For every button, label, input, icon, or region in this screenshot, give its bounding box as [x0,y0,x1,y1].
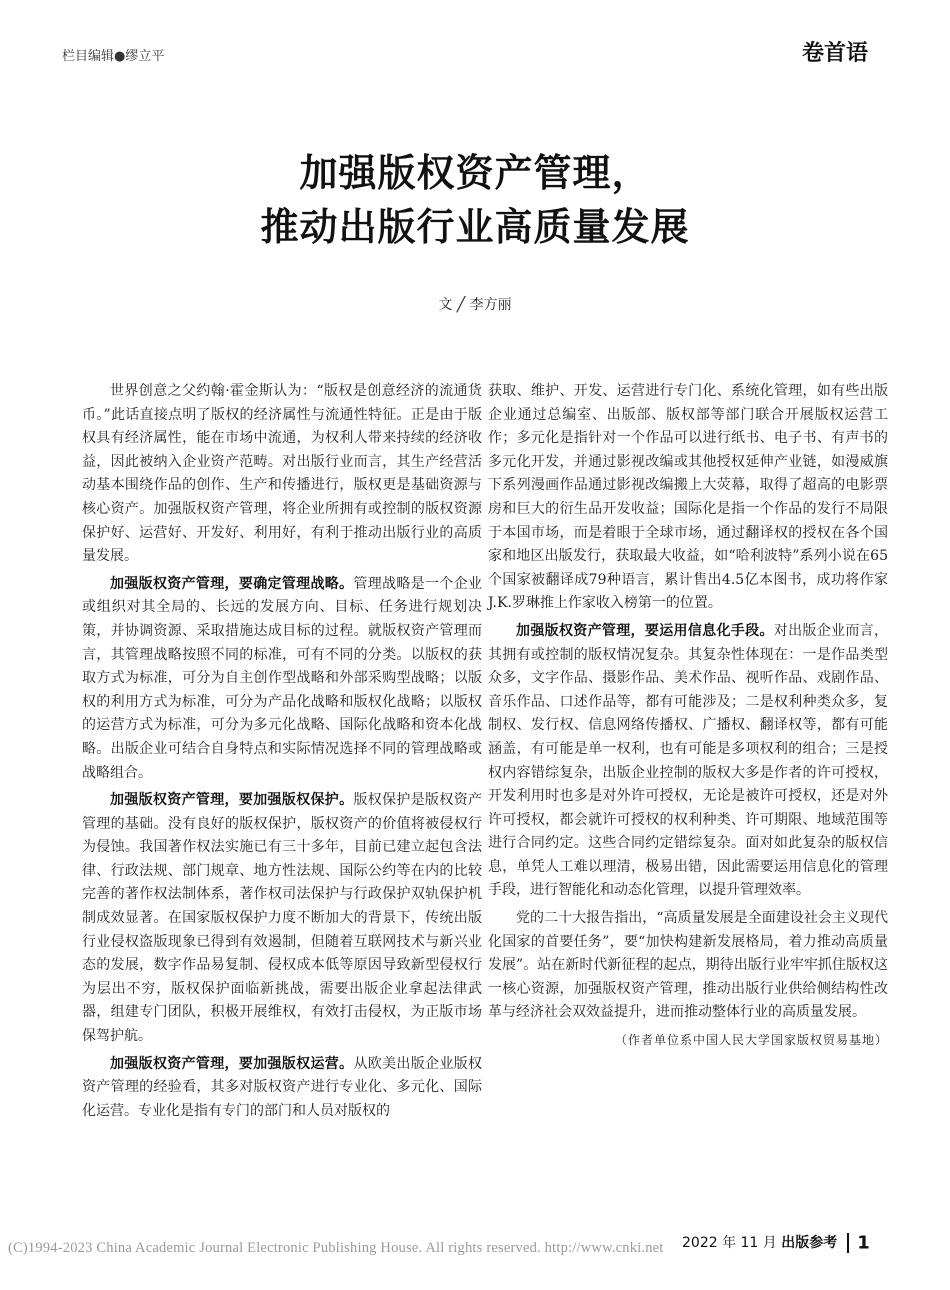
paragraph-protection-text: 版权保护是版权资产管理的基础。没有良好的版权保护，版权资产的价值将被侵权行为侵蚀。我国著作权法实施已有三十多年，目前已建立起包含法律、行政法规、部门规章、地方性法规、国际公约等在内的比较完善的著作权法制体系，著作权司法保护与行政保护双轨保护机制成效显著。在国家版权保护力度不断加大的背景下，传统出版行业侵权盗版现象已得到有效遏制，但随着互联网技术与新兴业态的发展，数字作品易复制、侵权成本低等原因导致新型侵权行为层出不穷，版权保护面临新挑战，需要出版企业拿起法律武器，组建专门团队，积极开展维权，有效打击侵权，为正版市场保驾护航。 [82,792,483,1045]
paragraph-operation [82,1053,482,1124]
column-editor: 栏目编辑●缪立平 [62,49,165,64]
paragraph-strategy [82,573,482,785]
section-lead-operation: 加强版权资产管理，要加强版权运营。 [110,1055,354,1072]
issue-date: 2022 年 11 月 [682,1235,777,1251]
byline: 文 ╱ 李方丽 [438,297,512,313]
author-affiliation: （作者单位系中国人民大学国家版权贸易基地） [614,1033,888,1048]
column-name: 卷首语 [801,41,868,66]
paragraph-informatization-text: 对出版企业而言，其拥有或控制的版权情况复杂。其复杂性体现在：一是作品类型众多，文字作品、摄影作品、美术作品、视听作品、戏剧作品、音乐作品、口述作品等，都有可能涉及；二是权利种类众多，复制权、发行权、信息网络传播权、广播权、翻译权等，都有可能涵盖，有可能是单一权利，也有可能是多项权利的组合；三是授权内容错综复杂，出版企业控制的版权大多是作者的许可授权，开发利用时也多是对外许可授权，无论是被许可授权，还是对外许可授权，都会就许可授权的权利种类、许可期限、地域范围等进行合同约定。这些合同约定错综复杂。面对如此复杂的版权信息，单凭人工难以理清，极易出错，因此需要运用信息化的管理手段，进行智能化和动态化管理，以提升管理效率。 [488,622,889,899]
title-line-2: 推动出版行业高质量发展 [260,205,690,249]
copyright-notice: (C)1994-2023 China Academic Journal Electronic Publishing House. All rights reserved. http://www.cnki.net [8,1240,664,1256]
section-lead-strategy: 加强版权资产管理，要确定管理战略。 [110,575,354,592]
article-title [0,146,950,254]
paragraph-strategy-text: 管理战略是一个企业或组织对其全局的、长远的发展方向、目标、任务进行规划决策，并协调资源、采取措施达成目标的过程。就版权资产管理而言，其管理战略按照不同的标准，可有不同的分类。以版权的获取方式为标准，可分为自主创作型战略和外部采购型战略；以版权的利用方式为标准，可分为产品化战略和版权化战略；以版权的运营方式为标准，可分为多元化战略、国际化战略和资本化战略。出版企业可结合自身特点和实际情况选择不同的管理战略或战略组合。 [82,575,483,781]
paragraph-operation-continued: 获取、维护、开发、运营进行专门化、系统化管理，如有些出版企业通过总编室、出版部、版权部等部门联合开展版权运营工作；多元化是指针对一个作品可以进行纸书、电子书、有声书的多元化开发，并通过影视改编或其他授权延伸产业链，如漫威旗下系列漫画作品通过影视改编搬上大荧幕，取得了超高的电影票房和巨大的衍生品开发收益；国际化是指一个作品的发行不局限于本国市场，而是着眼于全球市场，通过翻译权的授权在各个国家和地区出版发行，获取最大收益，如“哈利波特”系列小说在65个国家被翻译成79种语言，累计售出4.5亿本图书，成功将作家J.K.罗琳推上作家收入榜第一的位置。 [488,383,888,612]
footer-divider [847,1233,849,1253]
section-lead-protection: 加强版权资产管理，要加强版权保护。 [110,792,354,809]
section-lead-informatization: 加强版权资产管理，要运用信息化手段。 [516,622,774,639]
paragraph-protection [82,789,482,1049]
page-footer [682,1232,870,1254]
paragraph-operation-text: 从欧美出版企业版权资产管理的经验看，其多对版权资产进行专业化、多元化、国际化运营。专业化是指有专门的部门和人员对版权的 [82,1055,483,1119]
paragraph-informatization [488,620,888,903]
paragraph-conclusion: 党的二十大报告指出，“高质量发展是全面建设社会主义现代化国家的首要任务”，要“加快构建新发展格局，着力推动高质量发展”。站在新时代新征程的起点，期待出版行业牢牢抓住版权这一核心资源，加强版权资产管理，推动出版行业供给侧结构性改革与经济社会双效益提升，进而推动整体行业的高质量发展。 [488,910,888,1021]
right-column [488,380,888,1053]
paragraph-intro: 世界创意之父约翰·霍金斯认为：“版权是创意经济的流通货币。”此话直接点明了版权的经济属性与流通性特征。正是由于版权具有经济属性，能在市场中流通，为权利人带来持续的经济收益，因此被纳入企业资产范畴。对出版行业而言，其生产经营活动基本围绕作品的创作、生产和传播进行，版权更是基础资源与核心资产。加强版权资产管理，将企业所拥有或控制的版权资源保护好、运营好、开发好、利用好，有利于推动出版行业的高质量发展。 [82,383,482,565]
left-column [82,380,482,1127]
magazine-name: 出版参考 [781,1235,838,1251]
page-number: 1 [857,1232,870,1254]
title-line-1: 加强版权资产管理， [299,151,651,195]
